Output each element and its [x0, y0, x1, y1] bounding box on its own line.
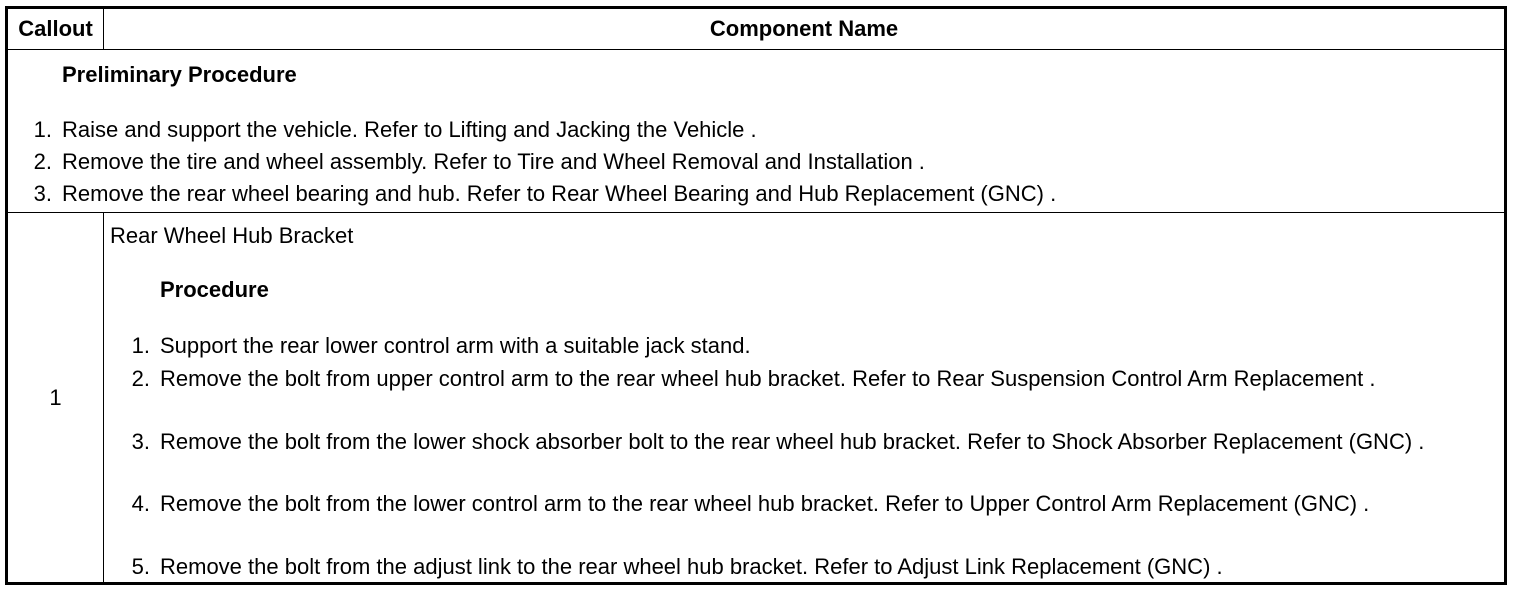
step-text: Raise and support the vehicle. Refer to Lifting and Jacking the Vehicle .: [62, 117, 757, 142]
step-number: 5.: [131, 554, 150, 579]
step-number: 2.: [33, 149, 52, 174]
step-text: Remove the bolt from the adjust link to the rear wheel hub bracket. Refer to Adjust Link Replacement (GNC) .: [160, 554, 1223, 579]
component-name: Rear Wheel Hub Bracket: [110, 223, 354, 248]
preliminary-procedure-row: [8, 50, 1504, 213]
step-text: Support the rear lower control arm with a suitable jack stand.: [160, 333, 751, 358]
procedure-step: [131, 552, 1480, 582]
step-text: Remove the bolt from the lower shock absorber bolt to the rear wheel hub bracket. Refer to Shock Absorber Replacement (GNC) .: [160, 429, 1425, 454]
step-text: Remove the bolt from upper control arm to the rear wheel hub bracket. Refer to Rear Suspension Control Arm Replacement .: [160, 366, 1376, 391]
component-cell: [104, 213, 1504, 582]
callout-number: 1: [8, 213, 104, 582]
header-callout: Callout: [8, 9, 104, 49]
step-number: 1.: [33, 117, 52, 142]
step-number: 2.: [131, 366, 150, 391]
procedure-heading: Procedure: [160, 277, 269, 302]
step-number: 1.: [131, 333, 150, 358]
procedure-step: [131, 489, 1480, 519]
preliminary-procedure-heading: Preliminary Procedure: [62, 62, 297, 87]
table-row: [8, 213, 1504, 582]
step-number: 3.: [33, 181, 52, 206]
step-text: Remove the bolt from the lower control arm to the rear wheel hub bracket. Refer to Upper Control Arm Replacement (GNC) .: [160, 491, 1370, 516]
table-header: [8, 9, 1504, 50]
procedure-step: [131, 331, 1480, 361]
header-component-name: Component Name: [709, 16, 899, 41]
step-text: Remove the tire and wheel assembly. Refer to Tire and Wheel Removal and Installation .: [62, 149, 925, 174]
procedure-step: [131, 427, 1480, 457]
step-number: 3.: [131, 429, 150, 454]
procedure-table: [5, 6, 1507, 585]
step-number: 4.: [131, 491, 150, 516]
procedure-step: [131, 364, 1480, 394]
step-text: Remove the rear wheel bearing and hub. Refer to Rear Wheel Bearing and Hub Replacement (GNC) .: [62, 181, 1057, 206]
